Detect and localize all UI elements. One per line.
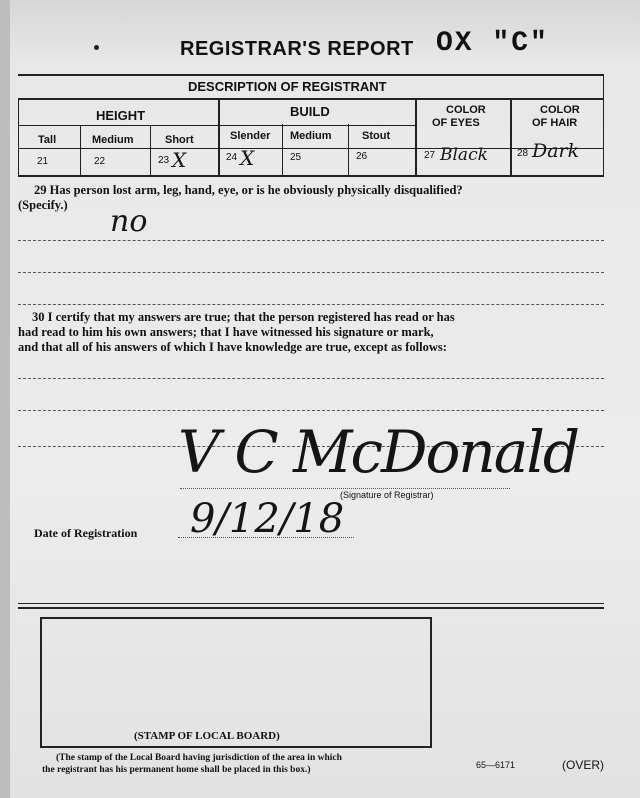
section-divider: [18, 607, 604, 609]
answer-line: [18, 240, 604, 241]
q29-answer: no: [110, 204, 148, 239]
col-label-short: Short: [165, 134, 194, 146]
hair-color-value: Dark: [532, 140, 580, 162]
signature-caption: (Signature of Registrar): [340, 490, 434, 500]
subheader-line: [18, 125, 415, 126]
field-num-24: 24: [226, 152, 238, 163]
answer-line: [18, 410, 604, 411]
section-divider: [18, 603, 604, 604]
height-header: HEIGHT: [96, 108, 146, 123]
form-number: 65—6171: [476, 760, 516, 770]
registration-date-label: Date of Registration: [34, 526, 138, 540]
hair-header-2: OF HAIR: [532, 117, 578, 129]
table-header-border: [18, 98, 604, 100]
q30-line-1: 30 I certify that my answers are true; that the person registered has read or has: [32, 310, 455, 324]
eyes-header-2: OF EYES: [432, 117, 480, 129]
col-label-medium-height: Medium: [92, 134, 134, 146]
answer-line: [18, 378, 604, 379]
registrar-signature: V C McDonald: [178, 418, 579, 486]
col-divider: [603, 74, 604, 176]
report-title: REGISTRAR'S REPORT: [180, 38, 414, 60]
q30-line-2: had read to him his own answers; that I have witnessed his signature or mark,: [18, 325, 434, 339]
col-divider: [348, 124, 349, 176]
eyes-header-1: COLOR: [446, 104, 486, 116]
box-code: OX "C": [436, 28, 549, 59]
stamp-note-1: (The stamp of the Local Board having jurisdiction of the area in which: [56, 753, 342, 763]
field-num-21: 21: [37, 156, 49, 167]
col-label-stout: Stout: [362, 130, 391, 142]
signature-line: [180, 488, 510, 489]
field-num-28: 28: [517, 148, 529, 159]
col-divider: [415, 98, 417, 176]
col-divider: [150, 126, 151, 176]
build-header: BUILD: [290, 104, 330, 119]
description-title: DESCRIPTION OF REGISTRANT: [188, 79, 387, 94]
local-board-stamp-box: [40, 617, 432, 748]
field-num-26: 26: [356, 151, 368, 162]
stamp-caption: (STAMP OF LOCAL BOARD): [134, 730, 280, 742]
q29-specify: (Specify.): [18, 198, 68, 212]
table-bottom-border: [18, 175, 604, 177]
col-label-medium-build: Medium: [290, 130, 332, 142]
col-divider: [282, 124, 283, 176]
eye-color-value: Black: [440, 145, 488, 165]
q29-text: 29 Has person lost arm, leg, hand, eye, or is he obviously physically disqualified?: [34, 183, 463, 197]
answer-line: [18, 272, 604, 273]
card-edge: [0, 0, 10, 798]
field-num-25: 25: [290, 152, 302, 163]
field-num-23: 23: [158, 155, 170, 166]
field-num-27: 27: [424, 150, 436, 161]
field-num-22: 22: [94, 156, 106, 167]
hair-header-1: COLOR: [540, 104, 580, 116]
short-mark: X: [172, 148, 187, 172]
registration-date-value: 9/12/18: [190, 496, 345, 542]
col-label-slender: Slender: [230, 130, 271, 142]
over-label: (OVER): [562, 758, 604, 772]
col-divider: [18, 98, 19, 176]
slender-mark: X: [240, 146, 255, 170]
punch-dot: [94, 45, 99, 50]
q30-line-3: and that all of his answers of which I have knowledge are true, except as follows:: [18, 340, 447, 354]
col-divider: [510, 98, 512, 176]
stamp-note-2: the registrant has his permanent home shall be placed in this box.): [42, 765, 311, 775]
answer-line: [18, 304, 604, 305]
col-divider: [80, 126, 81, 176]
col-label-tall: Tall: [38, 134, 57, 146]
col-divider: [218, 98, 220, 176]
table-top-border: [18, 74, 604, 76]
